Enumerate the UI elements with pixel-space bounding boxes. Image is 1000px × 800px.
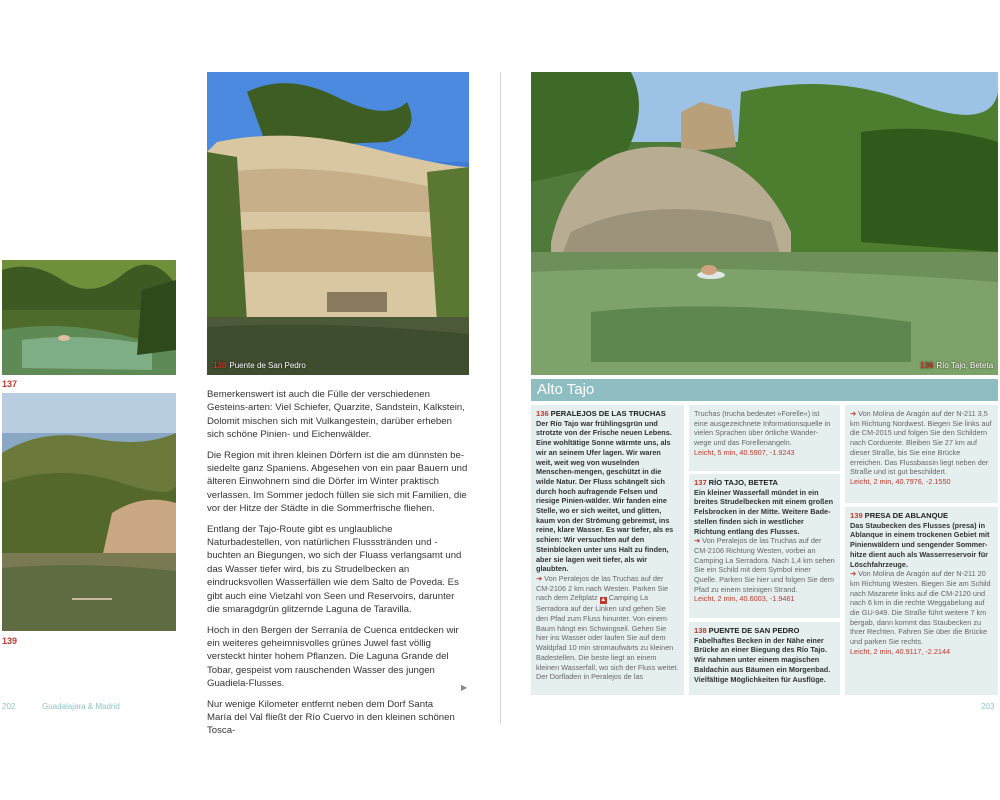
caption-text: Río Tajo, Beteta [936, 361, 994, 370]
directions-part-1: Von Peralejos de las Truchas auf der CM-2106 2 km nach Westen. Parken Sie nach dem Zeltplatz [536, 573, 669, 603]
directions-text: Von Peralejos de las Truchas auf der CM-2106 Richtung Westen, vorbei an Camping La Serradora. Nach 1,4 km sehen Sie ein Schild mit dem Symbol einer Quelle. Parken Sie hier und folgen Sie dem Pfad zu einem steinigen Strand. [694, 536, 835, 594]
entry-directions [850, 409, 993, 477]
entry-lead: Ein kleiner Wasserfall mündet in ein breites Strudelbecken mit einem großen Felsbrocken in der Mitte. Weitere Bade-stellen finden sich in westlicher Richtung entlang des Flusses. [694, 487, 834, 536]
entry-coords: Leicht, 2 min, 40.9117, -2.2144 [850, 646, 951, 656]
photo-river-swimmer-137 [2, 260, 176, 375]
folio-number-right: 203 [981, 702, 995, 711]
photo-caption-136 [920, 361, 993, 370]
caption-number: 138 [213, 361, 227, 370]
entry-136-continued [689, 405, 840, 471]
entry-coords: Leicht, 2 min, 40.7976, -2.1550 [850, 476, 951, 486]
entry-continued-text: Truchas (trucha bedeutet »Forelle«) ist eine ausgezeichnete Informationsquelle in vielen Sprachen über örtliche Wander-wege und das Forellenangeln. [694, 409, 831, 448]
entry-number: 139 [850, 511, 863, 520]
folio-title: Guadalajara & Madrid [42, 702, 120, 711]
entry-138 [689, 622, 840, 695]
continue-arrow-icon: ▶ [461, 683, 468, 692]
body-text [207, 388, 469, 745]
entry-number: 136 [536, 409, 549, 418]
entry-137 [689, 474, 840, 618]
entry-directions [694, 536, 835, 594]
entry-name: RÍO TAJO, BETETA [708, 478, 779, 487]
arrow-icon: ➜ [694, 536, 701, 546]
directions-text: Von Molina de Aragón auf der N-211 3,5 km Richtung Nordwest. Biegen Sie links auf die CM-2015 und folgen Sie den Schildern nach Corduente. Bleiben Sie 27 km auf dieser Straße, bis Sie eine Brücke erreichen. Das Flussbassin liegt neben der Straße und ist gut beschildert. [850, 409, 992, 477]
entry-136 [531, 405, 684, 695]
entry-name: PUENTE DE SAN PEDRO [708, 626, 800, 635]
entry-lead: Fabelhaftes Becken in der Nähe einer Brücke an einer Biegung des Río Tajo. Wir nahmen unter einem magischen Baldachin aus Bäumen ein Morgenbad. Vielfältige Möglichkeiten für Ausflüge. [694, 635, 831, 684]
arrow-icon: ➜ [536, 573, 543, 583]
entry-lead: Das Staubecken des Flusses (presa) in Ablanque in einem trockenen Gebiet mit Pinienwäldern und sengender Sommer-hitze dient auch als Wasserreservoir für Löschfahrzeuge. [850, 520, 990, 569]
entry-139 [845, 507, 998, 695]
folio-number-left: 202 [2, 702, 16, 711]
entry-coords: Leicht, 5 min, 40.5907, -1.9243 [694, 447, 795, 457]
directions-part-2: Camping La Serradora auf der Linken und gehen Sie den Pfad zum Fluss hinunter. Von einem Baum hängt ein Schwingseil. Gehen Sie hier ins Wasser oder laufen Sie auf dem Waldpfad 10 min stromaufwärts zu kleinen Badestellen. Die beste liegt an einem kleinen Wasserfall, wo sich der Fluss weitet. Der Dorfladen in Peralejos de las [536, 593, 679, 682]
entry-name: PRESA DE ABLANQUE [864, 511, 949, 520]
paragraph: Die Region mit ihren kleinen Dörfern ist die am dünnsten be-siedelte ganz Spaniens. Abgesehen von ein paar Bauern und älteren Einwohnern sind die Dörfer im Winter praktisch verlassen. Im Sommer jedoch füllen sie sich mit Familien, die vor der Hitze der Städte in die Sommerfrische fliehen. [207, 449, 468, 515]
caption-number: 136 [920, 361, 934, 370]
paragraph: Nur wenige Kilometer entfernt neben dem Dorf Santa María del Val fließt der Río Cuervo in den kleinen schönen Tosca- [207, 698, 455, 737]
arrow-icon: ➜ [850, 569, 857, 579]
camping-icon: ▲ [600, 597, 607, 604]
paragraph: Entlang der Tajo-Route gibt es unglaubliche Naturbadestellen, von natürlichen Flussstränden und -buchten an Biegungen, wo sich der Fluass verlangsamt und das Wasser tiefer wird, bis zu Strudelbecken an eindrucksvollen Wasserfällen wie dem Salto de Poveda. Es gibt auch eine Vielzahl von Seen und Reservoirs, darunter die smaragdgrün glitzernde Laguna de Taravilla. [207, 523, 462, 616]
photo-rio-tajo-beteta [531, 72, 998, 375]
photo-puente-de-san-pedro [207, 72, 469, 375]
photo-reservoir-139 [2, 393, 176, 631]
page-gutter [500, 72, 501, 724]
photo-number-137: 137 [2, 379, 18, 389]
photo-caption-138 [213, 361, 306, 370]
entry-title [850, 511, 993, 521]
entry-name: PERALEJOS DE LAS TRUCHAS [550, 409, 666, 418]
entry-title [694, 478, 835, 488]
entry-directions [850, 569, 993, 647]
entry-coords: Leicht, 2 min, 40.6003, -1.9461 [694, 594, 795, 604]
paragraph: Bemerkenswert ist auch die Fülle der verschiedenen Gesteins-arten: Viel Schiefer, Quarzite, Sandstein, Kalkstein, Dolomit mischen sich mit Vulkangestein, darüber erheben sich schöne Pinien- und Eichenwälder. [207, 389, 465, 441]
directions-text: Von Molina de Aragón auf der N-211 20 km Richtung Westen. Biegen Sie am Schild nach Mazarete links auf die CM-2120 und nach 6 km in die rechte Weggabelung auf die GU-949. Die Straße führt weitere 7 km bergab, dann kommt das Staubecken zu Ihrer Rechten. Fahren Sie über die Brücke und parken Sie rechts. [850, 569, 991, 647]
entry-138-directions [845, 405, 998, 503]
entry-directions [536, 574, 679, 682]
entry-title [536, 409, 679, 419]
entry-lead: Der Río Tajo war frühlingsgrün und strotzte von der Frische neuen Lebens. Eine wohltätige Sonne wärmte uns, als wir an seinem Ufer lagen. Wir waren weit, weit weg von wuselnden Menschen-mengen, geschützt in die wilde Natur. Der Fluss schängelt sich durch hoch aufragende Felsen und riesige Pinien-wälder. Wir fanden eine Stelle, wo er sich weitet, und glitten, kaum von der Strömung gebremst, ins reine, klare Wasser. Es war tiefer, als es schien: Wir versuchten auf den Steinblöcken unter uns Halt zu finden, aber sie lagen weit tiefer, als wir glaubten. [536, 418, 674, 574]
entry-title [694, 626, 835, 636]
section-bar [531, 379, 998, 401]
entry-number: 137 [694, 478, 707, 487]
caption-text: Puente de San Pedro [229, 361, 306, 370]
photo-number-139: 139 [2, 636, 18, 646]
paragraph: Hoch in den Bergen der Serranía de Cuenca entdecken wir ein weiteres geheimnisvolles grünes Juwel fast völlig versteckt hinter hohem Pflanzen. Die Laguna Grande del Tobar, gespeist vom rauschenden Wasser des jungen Guadiela-Flusses. [207, 624, 459, 690]
arrow-icon: ➜ [850, 409, 857, 418]
section-title: Alto Tajo [537, 381, 595, 398]
entry-number: 138 [694, 626, 707, 635]
